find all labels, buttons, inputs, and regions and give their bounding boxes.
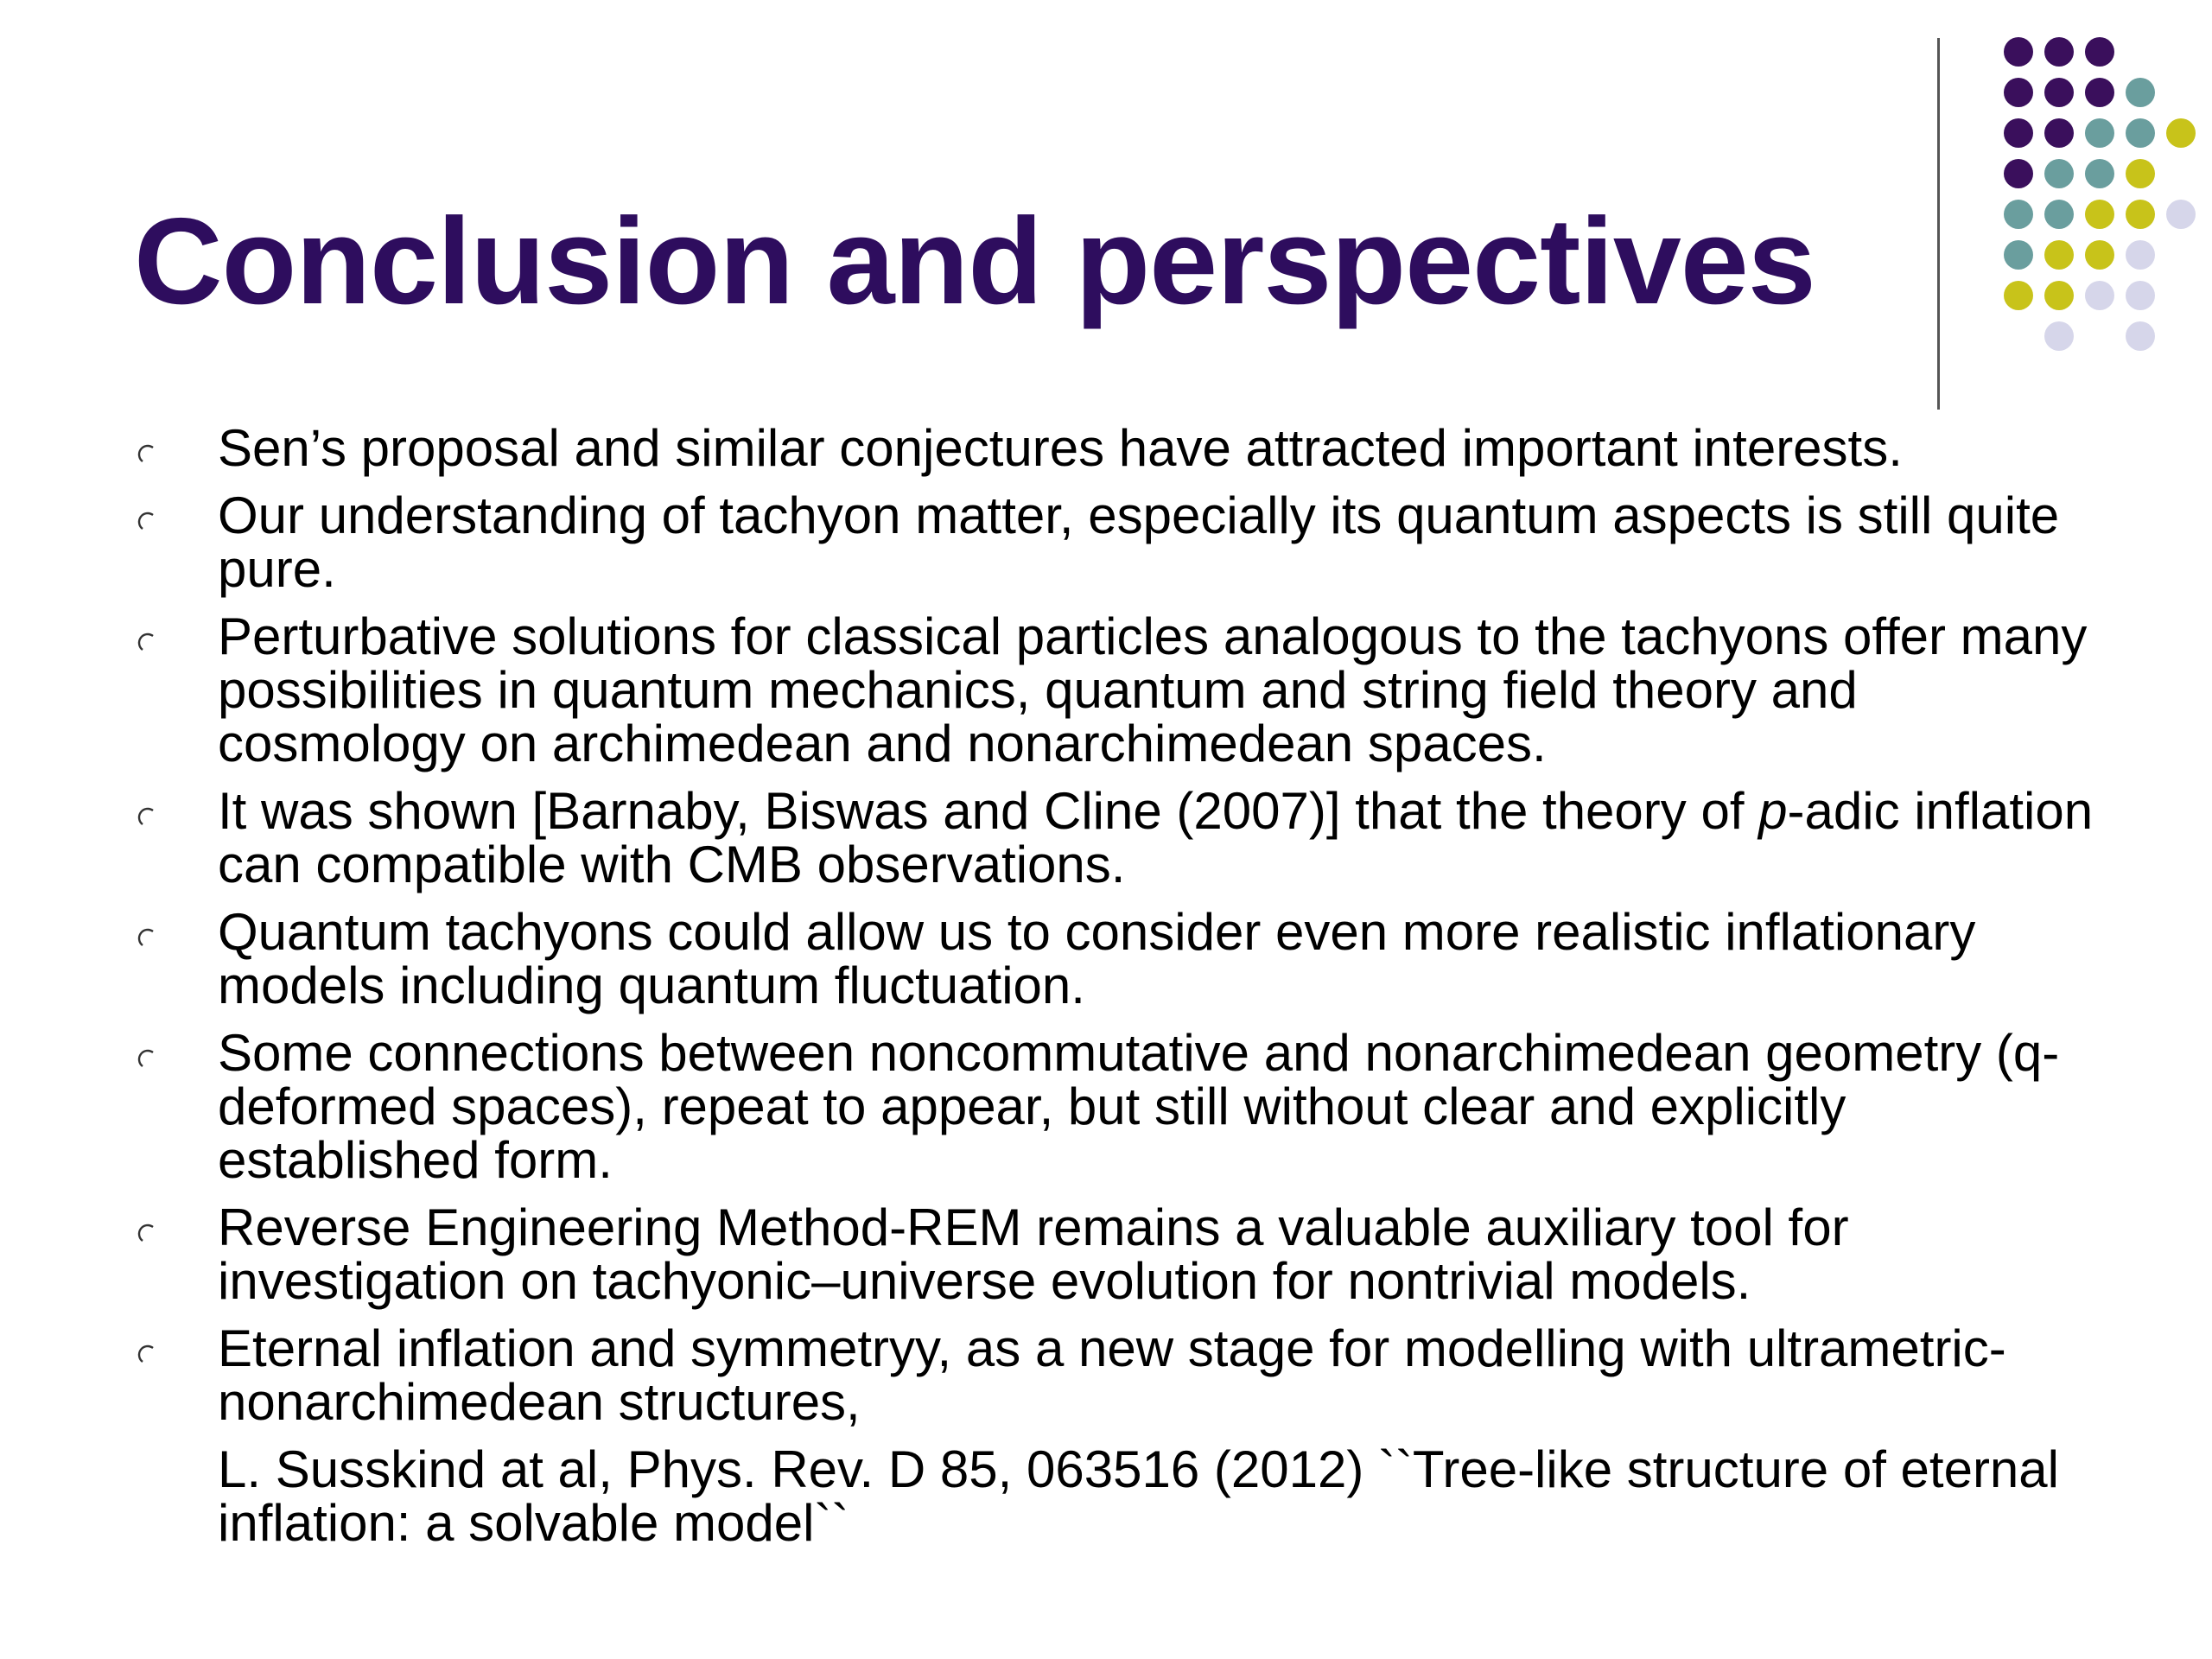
bullet-marker-icon bbox=[136, 510, 158, 532]
decorative-dot bbox=[2085, 37, 2114, 67]
decorative-dot bbox=[2085, 281, 2114, 310]
slide-title: Conclusion and perspectives bbox=[134, 193, 1815, 330]
reference-text: L. Susskind at al, Phys. Rev. D 85, 063516 (2012) ``Tree-like structure of eternal inflation: a solvable model`` bbox=[218, 1440, 2059, 1552]
decorative-dot bbox=[2044, 200, 2074, 229]
decorative-dot bbox=[2044, 281, 2074, 310]
bullet-text-after: -adic inflation can compatible with CMB observations. bbox=[218, 782, 2094, 893]
bullet-text: Quantum tachyons could allow us to consider even more realistic inflationary models including quantum fluctuation. bbox=[218, 903, 1976, 1014]
decorative-dot bbox=[2004, 200, 2033, 229]
decorative-dot bbox=[2044, 118, 2074, 148]
bullet-text: Some connections between noncommutative and nonarchimedean geometry (q-deformed spaces), repeat to appear, but still without clear and explicitly established form. bbox=[218, 1024, 2060, 1189]
decorative-dot bbox=[2004, 118, 2033, 148]
decorative-dot bbox=[2044, 78, 2074, 107]
bullet-marker-icon bbox=[136, 926, 158, 949]
decorative-dot bbox=[2166, 118, 2196, 148]
decorative-dot bbox=[2004, 159, 2033, 188]
bullet-marker-icon bbox=[136, 1343, 158, 1365]
decorative-dot bbox=[2004, 37, 2033, 67]
bullet-marker-icon bbox=[136, 442, 158, 465]
bullet-text: Sen’s proposal and similar conjectures have attracted important interests. bbox=[218, 419, 1903, 477]
bullet-text-italic: p bbox=[1758, 782, 1788, 840]
bullet-item bbox=[134, 903, 2113, 1014]
bullet-marker-icon bbox=[136, 631, 158, 653]
bullet-marker-icon bbox=[136, 805, 158, 828]
decorative-dot bbox=[2044, 321, 2074, 351]
decorative-dot bbox=[2126, 281, 2155, 310]
decorative-dot bbox=[2004, 78, 2033, 107]
decorative-dot bbox=[2126, 200, 2155, 229]
decorative-dot-grid bbox=[0, 0, 2212, 397]
decorative-dot bbox=[2126, 78, 2155, 107]
decorative-dot bbox=[2085, 78, 2114, 107]
decorative-dot bbox=[2085, 118, 2114, 148]
bullet-marker-icon bbox=[136, 1047, 158, 1070]
decorative-dot bbox=[2126, 321, 2155, 351]
decorative-dot bbox=[2126, 159, 2155, 188]
decorative-dot bbox=[2126, 118, 2155, 148]
bullet-marker-icon bbox=[136, 1222, 158, 1244]
decorative-dot bbox=[2044, 37, 2074, 67]
bullet-text: Reverse Engineering Method-REM remains a valuable auxiliary tool for investigation on tachyonic–universe evolution for nontrivial models. bbox=[218, 1198, 1849, 1310]
bullet-item bbox=[134, 1024, 2113, 1189]
decorative-dot bbox=[2085, 240, 2114, 270]
bullet-list bbox=[134, 419, 2113, 1552]
decorative-dot bbox=[2004, 240, 2033, 270]
bullet-item bbox=[134, 1198, 2113, 1310]
bullet-text: Our understanding of tachyon matter, especially its quantum aspects is still quite pure. bbox=[218, 486, 2060, 598]
decorative-dot bbox=[2126, 240, 2155, 270]
bullet-item bbox=[134, 486, 2113, 598]
decorative-dot bbox=[2004, 281, 2033, 310]
bullet-text-before: It was shown [Barnaby, Biswas and Cline (2007)] that the theory of bbox=[218, 782, 1759, 840]
decorative-dot bbox=[2166, 200, 2196, 229]
bullet-text: Perturbative solutions for classical particles analogous to the tachyons offer many possibilities in quantum mechanics, quantum and string field theory and cosmology on archimedean and nonarchimedean spaces. bbox=[218, 607, 2088, 772]
bullet-item bbox=[134, 419, 2113, 477]
decorative-dot bbox=[2085, 159, 2114, 188]
decorative-dot bbox=[2085, 200, 2114, 229]
bullet-item bbox=[134, 1319, 2113, 1431]
bullet-item bbox=[134, 782, 2113, 893]
decorative-dot bbox=[2044, 240, 2074, 270]
bullet-item bbox=[134, 607, 2113, 772]
decorative-dot bbox=[2044, 159, 2074, 188]
bullet-text: Eternal inflation and symmetryy, as a new stage for modelling with ultrametric-nonarchimedean structures, bbox=[218, 1319, 2006, 1431]
